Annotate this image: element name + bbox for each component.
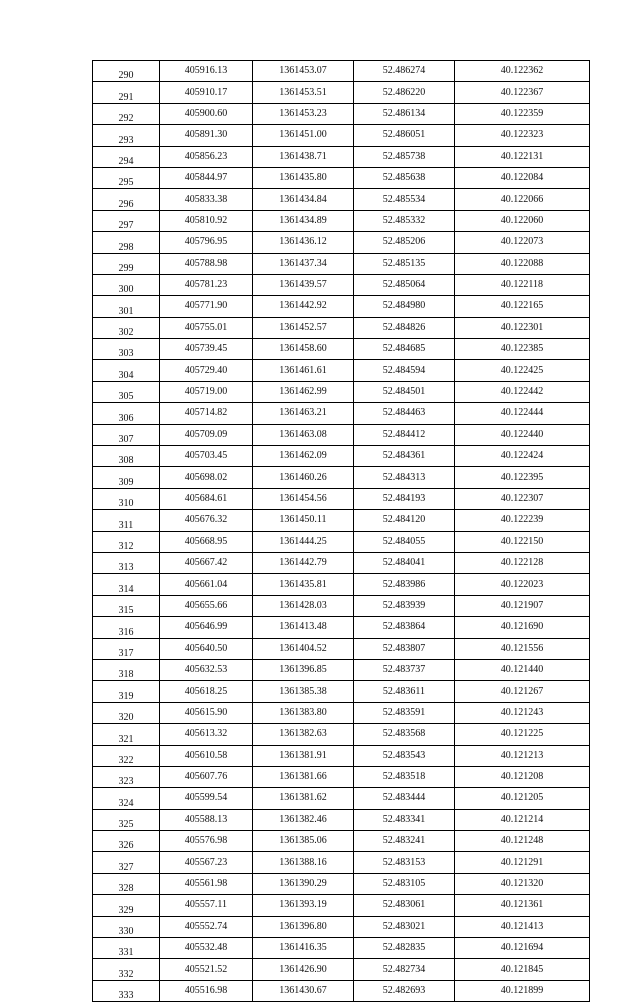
x-coordinate-cell: 405755.01 (160, 317, 253, 338)
latitude-cell: 52.482835 (354, 938, 455, 959)
longitude-cell: 40.122084 (455, 167, 590, 188)
x-coordinate-cell: 405833.38 (160, 189, 253, 210)
point-number-cell: 325 (93, 809, 160, 830)
longitude-cell: 40.121556 (455, 638, 590, 659)
y-coordinate-cell: 1361430.67 (253, 980, 354, 1001)
point-number-cell: 308 (93, 446, 160, 467)
table-row (93, 82, 590, 103)
point-number-cell: 320 (93, 702, 160, 723)
latitude-cell: 52.483807 (354, 638, 455, 659)
point-number-cell: 321 (93, 724, 160, 745)
latitude-cell: 52.486274 (354, 61, 455, 82)
x-coordinate-cell: 405709.09 (160, 424, 253, 445)
x-coordinate-cell: 405607.76 (160, 766, 253, 787)
x-coordinate-cell: 405788.98 (160, 253, 253, 274)
longitude-cell: 40.121320 (455, 873, 590, 894)
table-row (93, 552, 590, 573)
latitude-cell: 52.484055 (354, 531, 455, 552)
table-row (93, 938, 590, 959)
longitude-cell: 40.122150 (455, 531, 590, 552)
y-coordinate-cell: 1361462.99 (253, 381, 354, 402)
y-coordinate-cell: 1361444.25 (253, 531, 354, 552)
table-row (93, 959, 590, 980)
latitude-cell: 52.486134 (354, 103, 455, 124)
y-coordinate-cell: 1361442.79 (253, 552, 354, 573)
y-coordinate-cell: 1361393.19 (253, 895, 354, 916)
point-number-cell: 318 (93, 659, 160, 680)
table-row (93, 146, 590, 167)
point-number-cell: 324 (93, 788, 160, 809)
latitude-cell: 52.483061 (354, 895, 455, 916)
longitude-cell: 40.121243 (455, 702, 590, 723)
y-coordinate-cell: 1361434.84 (253, 189, 354, 210)
table-row (93, 381, 590, 402)
x-coordinate-cell: 405561.98 (160, 873, 253, 894)
table-row (93, 788, 590, 809)
x-coordinate-cell: 405613.32 (160, 724, 253, 745)
table-row (93, 831, 590, 852)
longitude-cell: 40.122131 (455, 146, 590, 167)
longitude-cell: 40.122425 (455, 360, 590, 381)
table-row (93, 702, 590, 723)
point-number-cell: 307 (93, 424, 160, 445)
x-coordinate-cell: 405567.23 (160, 852, 253, 873)
point-number-cell: 300 (93, 274, 160, 295)
x-coordinate-cell: 405646.99 (160, 617, 253, 638)
y-coordinate-cell: 1361388.16 (253, 852, 354, 873)
y-coordinate-cell: 1361463.08 (253, 424, 354, 445)
table-row (93, 574, 590, 595)
y-coordinate-cell: 1361438.71 (253, 146, 354, 167)
table-row (93, 617, 590, 638)
x-coordinate-cell: 405615.90 (160, 702, 253, 723)
latitude-cell: 52.483737 (354, 659, 455, 680)
x-coordinate-cell: 405532.48 (160, 938, 253, 959)
longitude-cell: 40.121845 (455, 959, 590, 980)
latitude-cell: 52.483021 (354, 916, 455, 937)
point-number-cell: 326 (93, 831, 160, 852)
point-number-cell: 302 (93, 317, 160, 338)
y-coordinate-cell: 1361458.60 (253, 339, 354, 360)
x-coordinate-cell: 405599.54 (160, 788, 253, 809)
latitude-cell: 52.485135 (354, 253, 455, 274)
point-number-cell: 323 (93, 766, 160, 787)
x-coordinate-cell: 405632.53 (160, 659, 253, 680)
latitude-cell: 52.484685 (354, 339, 455, 360)
longitude-cell: 40.121248 (455, 831, 590, 852)
y-coordinate-cell: 1361434.89 (253, 210, 354, 231)
latitude-cell: 52.484412 (354, 424, 455, 445)
point-number-cell: 296 (93, 189, 160, 210)
longitude-cell: 40.122367 (455, 82, 590, 103)
longitude-cell: 40.122060 (455, 210, 590, 231)
point-number-cell: 290 (93, 61, 160, 82)
longitude-cell: 40.122088 (455, 253, 590, 274)
x-coordinate-cell: 405714.82 (160, 403, 253, 424)
longitude-cell: 40.121413 (455, 916, 590, 937)
table-row (93, 980, 590, 1001)
y-coordinate-cell: 1361435.81 (253, 574, 354, 595)
x-coordinate-cell: 405684.61 (160, 488, 253, 509)
point-number-cell: 332 (93, 959, 160, 980)
table-row (93, 189, 590, 210)
point-number-cell: 303 (93, 339, 160, 360)
y-coordinate-cell: 1361390.29 (253, 873, 354, 894)
latitude-cell: 52.482693 (354, 980, 455, 1001)
table-row (93, 296, 590, 317)
table-row (93, 360, 590, 381)
table-row (93, 253, 590, 274)
x-coordinate-cell: 405610.58 (160, 745, 253, 766)
x-coordinate-cell: 405856.23 (160, 146, 253, 167)
point-number-cell: 317 (93, 638, 160, 659)
latitude-cell: 52.483986 (354, 574, 455, 595)
point-number-cell: 305 (93, 381, 160, 402)
latitude-cell: 52.483518 (354, 766, 455, 787)
point-number-cell: 301 (93, 296, 160, 317)
point-number-cell: 329 (93, 895, 160, 916)
longitude-cell: 40.122444 (455, 403, 590, 424)
x-coordinate-cell: 405667.42 (160, 552, 253, 573)
y-coordinate-cell: 1361451.00 (253, 125, 354, 146)
latitude-cell: 52.484041 (354, 552, 455, 573)
latitude-cell: 52.484193 (354, 488, 455, 509)
longitude-cell: 40.122395 (455, 467, 590, 488)
table-row (93, 659, 590, 680)
longitude-cell: 40.122362 (455, 61, 590, 82)
point-number-cell: 322 (93, 745, 160, 766)
y-coordinate-cell: 1361396.85 (253, 659, 354, 680)
latitude-cell: 52.483611 (354, 681, 455, 702)
longitude-cell: 40.121291 (455, 852, 590, 873)
latitude-cell: 52.483105 (354, 873, 455, 894)
longitude-cell: 40.121899 (455, 980, 590, 1001)
point-number-cell: 312 (93, 531, 160, 552)
point-number-cell: 327 (93, 852, 160, 873)
longitude-cell: 40.122118 (455, 274, 590, 295)
longitude-cell: 40.122323 (455, 125, 590, 146)
y-coordinate-cell: 1361450.11 (253, 510, 354, 531)
point-number-cell: 313 (93, 552, 160, 573)
latitude-cell: 52.484463 (354, 403, 455, 424)
y-coordinate-cell: 1361453.51 (253, 82, 354, 103)
point-number-cell: 298 (93, 232, 160, 253)
latitude-cell: 52.485738 (354, 146, 455, 167)
coordinates-table-body (93, 61, 590, 1002)
latitude-cell: 52.485534 (354, 189, 455, 210)
table-row (93, 724, 590, 745)
latitude-cell: 52.485638 (354, 167, 455, 188)
latitude-cell: 52.485332 (354, 210, 455, 231)
x-coordinate-cell: 405521.52 (160, 959, 253, 980)
coordinates-table (92, 60, 590, 1002)
table-row (93, 339, 590, 360)
point-number-cell: 331 (93, 938, 160, 959)
y-coordinate-cell: 1361437.34 (253, 253, 354, 274)
y-coordinate-cell: 1361416.35 (253, 938, 354, 959)
longitude-cell: 40.122424 (455, 446, 590, 467)
longitude-cell: 40.121694 (455, 938, 590, 959)
longitude-cell: 40.122359 (455, 103, 590, 124)
x-coordinate-cell: 405668.95 (160, 531, 253, 552)
x-coordinate-cell: 405891.30 (160, 125, 253, 146)
x-coordinate-cell: 405771.90 (160, 296, 253, 317)
table-row (93, 61, 590, 82)
table-row (93, 510, 590, 531)
table-row (93, 232, 590, 253)
y-coordinate-cell: 1361462.09 (253, 446, 354, 467)
latitude-cell: 52.486220 (354, 82, 455, 103)
latitude-cell: 52.483241 (354, 831, 455, 852)
y-coordinate-cell: 1361442.92 (253, 296, 354, 317)
latitude-cell: 52.483591 (354, 702, 455, 723)
longitude-cell: 40.121907 (455, 595, 590, 616)
y-coordinate-cell: 1361383.80 (253, 702, 354, 723)
y-coordinate-cell: 1361453.23 (253, 103, 354, 124)
point-number-cell: 330 (93, 916, 160, 937)
x-coordinate-cell: 405739.45 (160, 339, 253, 360)
y-coordinate-cell: 1361413.48 (253, 617, 354, 638)
point-number-cell: 304 (93, 360, 160, 381)
point-number-cell: 294 (93, 146, 160, 167)
point-number-cell: 291 (93, 82, 160, 103)
x-coordinate-cell: 405661.04 (160, 574, 253, 595)
x-coordinate-cell: 405576.98 (160, 831, 253, 852)
x-coordinate-cell: 405910.17 (160, 82, 253, 103)
longitude-cell: 40.121267 (455, 681, 590, 702)
longitude-cell: 40.121214 (455, 809, 590, 830)
point-number-cell: 297 (93, 210, 160, 231)
latitude-cell: 52.483153 (354, 852, 455, 873)
longitude-cell: 40.122440 (455, 424, 590, 445)
longitude-cell: 40.122442 (455, 381, 590, 402)
longitude-cell: 40.122066 (455, 189, 590, 210)
y-coordinate-cell: 1361436.12 (253, 232, 354, 253)
x-coordinate-cell: 405810.92 (160, 210, 253, 231)
table-row (93, 210, 590, 231)
y-coordinate-cell: 1361381.62 (253, 788, 354, 809)
longitude-cell: 40.122307 (455, 488, 590, 509)
table-row (93, 745, 590, 766)
x-coordinate-cell: 405618.25 (160, 681, 253, 702)
table-row (93, 167, 590, 188)
x-coordinate-cell: 405844.97 (160, 167, 253, 188)
table-row (93, 274, 590, 295)
latitude-cell: 52.484501 (354, 381, 455, 402)
y-coordinate-cell: 1361453.07 (253, 61, 354, 82)
latitude-cell: 52.483444 (354, 788, 455, 809)
table-row (93, 403, 590, 424)
latitude-cell: 52.484594 (354, 360, 455, 381)
table-row (93, 317, 590, 338)
table-row (93, 531, 590, 552)
point-number-cell: 306 (93, 403, 160, 424)
y-coordinate-cell: 1361385.38 (253, 681, 354, 702)
y-coordinate-cell: 1361454.56 (253, 488, 354, 509)
table-row (93, 766, 590, 787)
point-number-cell: 333 (93, 980, 160, 1001)
latitude-cell: 52.483939 (354, 595, 455, 616)
y-coordinate-cell: 1361385.06 (253, 831, 354, 852)
longitude-cell: 40.121208 (455, 766, 590, 787)
longitude-cell: 40.122073 (455, 232, 590, 253)
x-coordinate-cell: 405900.60 (160, 103, 253, 124)
y-coordinate-cell: 1361404.52 (253, 638, 354, 659)
table-row (93, 852, 590, 873)
y-coordinate-cell: 1361439.57 (253, 274, 354, 295)
y-coordinate-cell: 1361426.90 (253, 959, 354, 980)
point-number-cell: 315 (93, 595, 160, 616)
point-number-cell: 316 (93, 617, 160, 638)
latitude-cell: 52.483864 (354, 617, 455, 638)
latitude-cell: 52.485206 (354, 232, 455, 253)
latitude-cell: 52.483543 (354, 745, 455, 766)
x-coordinate-cell: 405729.40 (160, 360, 253, 381)
table-row (93, 488, 590, 509)
table-row (93, 103, 590, 124)
latitude-cell: 52.484980 (354, 296, 455, 317)
latitude-cell: 52.484313 (354, 467, 455, 488)
latitude-cell: 52.484361 (354, 446, 455, 467)
table-row (93, 424, 590, 445)
longitude-cell: 40.121213 (455, 745, 590, 766)
x-coordinate-cell: 405916.13 (160, 61, 253, 82)
point-number-cell: 309 (93, 467, 160, 488)
point-number-cell: 310 (93, 488, 160, 509)
x-coordinate-cell: 405557.11 (160, 895, 253, 916)
point-number-cell: 311 (93, 510, 160, 531)
table-row (93, 595, 590, 616)
x-coordinate-cell: 405676.32 (160, 510, 253, 531)
longitude-cell: 40.122301 (455, 317, 590, 338)
longitude-cell: 40.121361 (455, 895, 590, 916)
x-coordinate-cell: 405655.66 (160, 595, 253, 616)
longitude-cell: 40.121225 (455, 724, 590, 745)
x-coordinate-cell: 405588.13 (160, 809, 253, 830)
x-coordinate-cell: 405516.98 (160, 980, 253, 1001)
table-row (93, 916, 590, 937)
point-number-cell: 314 (93, 574, 160, 595)
table-row (93, 467, 590, 488)
longitude-cell: 40.122128 (455, 552, 590, 573)
latitude-cell: 52.482734 (354, 959, 455, 980)
y-coordinate-cell: 1361463.21 (253, 403, 354, 424)
latitude-cell: 52.484826 (354, 317, 455, 338)
longitude-cell: 40.121205 (455, 788, 590, 809)
x-coordinate-cell: 405719.00 (160, 381, 253, 402)
point-number-cell: 293 (93, 125, 160, 146)
point-number-cell: 328 (93, 873, 160, 894)
y-coordinate-cell: 1361381.91 (253, 745, 354, 766)
table-row (93, 125, 590, 146)
longitude-cell: 40.121440 (455, 659, 590, 680)
point-number-cell: 292 (93, 103, 160, 124)
table-row (93, 809, 590, 830)
y-coordinate-cell: 1361381.66 (253, 766, 354, 787)
y-coordinate-cell: 1361461.61 (253, 360, 354, 381)
x-coordinate-cell: 405698.02 (160, 467, 253, 488)
longitude-cell: 40.122239 (455, 510, 590, 531)
y-coordinate-cell: 1361396.80 (253, 916, 354, 937)
x-coordinate-cell: 405703.45 (160, 446, 253, 467)
table-row (93, 638, 590, 659)
latitude-cell: 52.486051 (354, 125, 455, 146)
x-coordinate-cell: 405552.74 (160, 916, 253, 937)
y-coordinate-cell: 1361382.63 (253, 724, 354, 745)
y-coordinate-cell: 1361452.57 (253, 317, 354, 338)
longitude-cell: 40.122385 (455, 339, 590, 360)
y-coordinate-cell: 1361435.80 (253, 167, 354, 188)
point-number-cell: 299 (93, 253, 160, 274)
point-number-cell: 295 (93, 167, 160, 188)
y-coordinate-cell: 1361382.46 (253, 809, 354, 830)
table-row (93, 895, 590, 916)
table-row (93, 873, 590, 894)
table-row (93, 681, 590, 702)
x-coordinate-cell: 405781.23 (160, 274, 253, 295)
latitude-cell: 52.483568 (354, 724, 455, 745)
longitude-cell: 40.122165 (455, 296, 590, 317)
latitude-cell: 52.484120 (354, 510, 455, 531)
longitude-cell: 40.122023 (455, 574, 590, 595)
latitude-cell: 52.485064 (354, 274, 455, 295)
table-row (93, 446, 590, 467)
latitude-cell: 52.483341 (354, 809, 455, 830)
x-coordinate-cell: 405796.95 (160, 232, 253, 253)
point-number-cell: 319 (93, 681, 160, 702)
x-coordinate-cell: 405640.50 (160, 638, 253, 659)
y-coordinate-cell: 1361428.03 (253, 595, 354, 616)
y-coordinate-cell: 1361460.26 (253, 467, 354, 488)
longitude-cell: 40.121690 (455, 617, 590, 638)
